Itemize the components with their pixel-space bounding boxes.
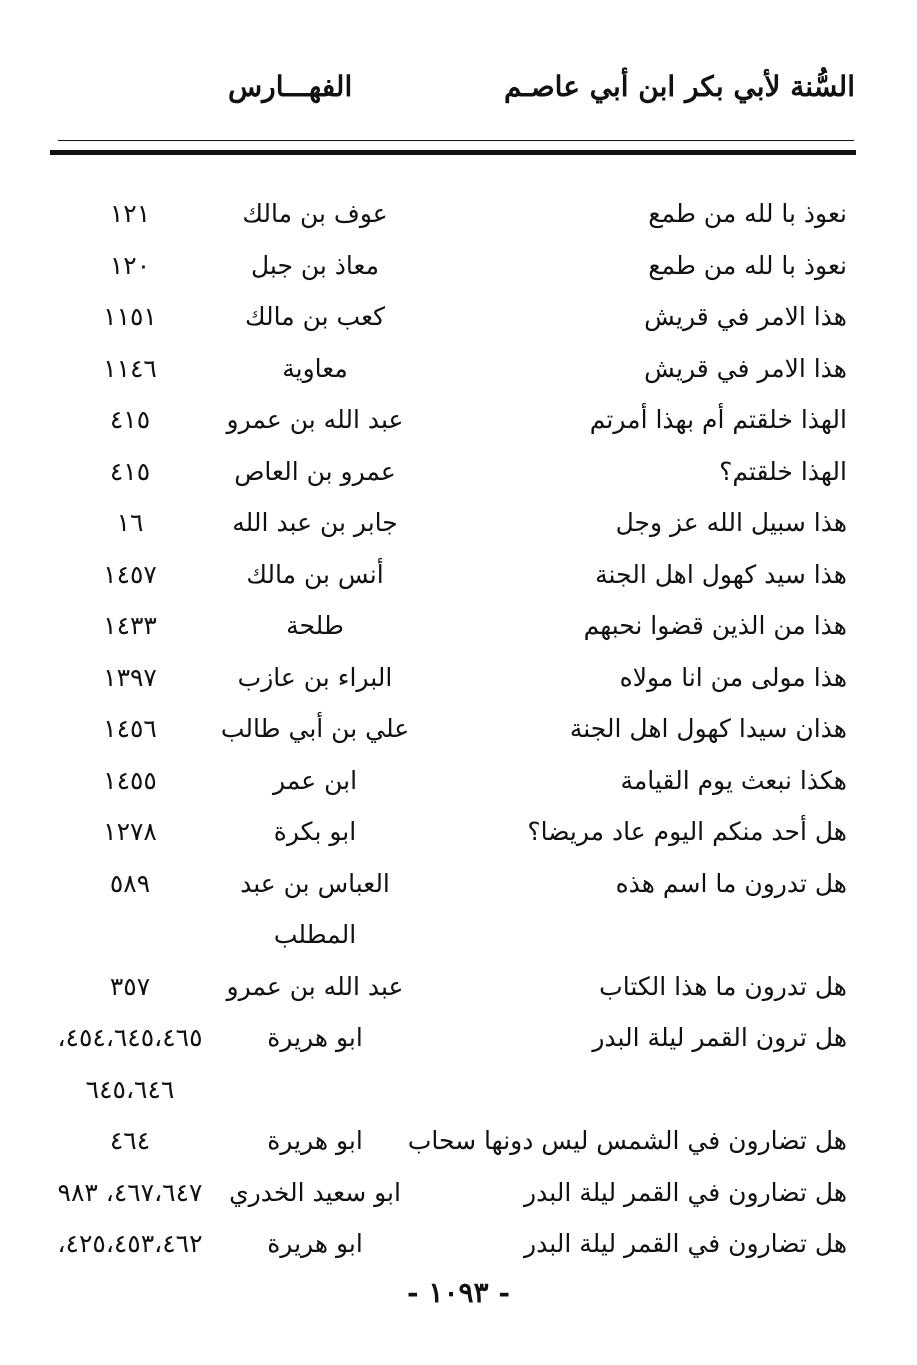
hadith-phrase: هل تدرون ما هذا الكتاب bbox=[599, 971, 847, 1001]
hadith-reference: ٦٤٥،٦٤٦ bbox=[85, 1074, 175, 1104]
hadith-phrase: هذان سيدا كهول اهل الجنة bbox=[569, 714, 847, 743]
index-row bbox=[0, 858, 917, 910]
narrator-name: ابن عمر bbox=[272, 765, 358, 795]
index-row bbox=[0, 497, 917, 549]
narrator-name: جابر بن عبد الله bbox=[232, 508, 398, 537]
hadith-phrase: نعوذ با لله من طمع bbox=[648, 199, 847, 228]
narrator-name: البراء بن عازب bbox=[237, 662, 393, 692]
hadith-reference: ٤١٥ bbox=[109, 405, 151, 434]
narrator-name: أنس بن مالك bbox=[246, 559, 384, 589]
hadith-phrase: نعوذ با لله من طمع bbox=[648, 250, 847, 280]
narrator-name: ابو سعيد الخدري bbox=[229, 1177, 401, 1207]
hadith-reference: ١٤٣٣ bbox=[103, 611, 157, 640]
index-row bbox=[0, 188, 917, 240]
book-title: السُّنة لأبي بكر ابن أبي عاصـم bbox=[504, 70, 855, 103]
section-title: الفهـــارس bbox=[228, 70, 353, 103]
hadith-reference: ٤٢٥،٤٥٣،٤٦٢، bbox=[57, 1229, 203, 1258]
index-row bbox=[0, 343, 917, 395]
index-row bbox=[0, 1167, 917, 1219]
hadith-reference: ١٢٠ bbox=[109, 250, 151, 280]
index-row bbox=[0, 806, 917, 858]
narrator-name: علي بن أبي طالب bbox=[220, 714, 410, 743]
narrator-name: ابو هريرة bbox=[267, 1126, 363, 1155]
index-row bbox=[0, 240, 917, 292]
hadith-phrase: الهذا خلقتم أم بهذا أمرتم bbox=[589, 405, 847, 434]
index-row bbox=[0, 549, 917, 601]
index-row bbox=[0, 600, 917, 652]
hadith-phrase: هل ترون القمر ليلة البدر bbox=[592, 1023, 847, 1052]
hadith-phrase: هل تضارون في القمر ليلة البدر bbox=[524, 1229, 847, 1258]
hadith-reference: ١٤٥٦ bbox=[103, 714, 157, 743]
hadith-reference: ٤٦٧،٦٤٧، ٩٨٣ bbox=[57, 1177, 203, 1207]
narrator-name: عبد الله بن عمرو bbox=[226, 405, 404, 434]
hadith-phrase: هل تدرون ما اسم هذه bbox=[615, 868, 847, 898]
hadith-phrase: هذا الامر في قريش bbox=[644, 302, 847, 331]
index-row bbox=[0, 394, 917, 446]
hadith-reference: ٤١٥ bbox=[109, 456, 151, 486]
index-row bbox=[0, 1064, 917, 1116]
hadith-reference: ١٤٥٧ bbox=[103, 559, 157, 589]
hadith-phrase: هذا سبيل الله عز وجل bbox=[615, 508, 847, 537]
narrator-name: ابو بكرة bbox=[273, 817, 357, 846]
index-row bbox=[0, 755, 917, 807]
narrator-name: طلحة bbox=[286, 611, 344, 640]
hadith-phrase: هل تضارون في القمر ليلة البدر bbox=[524, 1177, 847, 1207]
header-rule-thin bbox=[58, 140, 854, 141]
hadith-reference: ١٦ bbox=[116, 508, 144, 537]
narrator-name: كعب بن مالك bbox=[244, 302, 386, 331]
narrator-name: ابو هريرة bbox=[267, 1023, 363, 1052]
narrator-name: العباس بن عبد bbox=[240, 868, 390, 898]
hadith-phrase: هذا من الذين قضوا نحبهم bbox=[583, 611, 847, 640]
hadith-reference: ٥٨٩ bbox=[109, 868, 151, 898]
hadith-phrase: هذا الامر في قريش bbox=[644, 353, 847, 383]
hadith-phrase: هذا سيد كهول اهل الجنة bbox=[595, 559, 847, 589]
narrator-name: عمرو بن العاص bbox=[234, 456, 396, 486]
index-row bbox=[0, 1012, 917, 1064]
index-row bbox=[0, 1218, 917, 1270]
narrator-name: عوف بن مالك bbox=[242, 199, 388, 228]
hadith-phrase: هذا مولى من انا مولاه bbox=[619, 662, 847, 692]
index-row bbox=[0, 446, 917, 498]
hadith-phrase: هل تضارون في الشمس ليس دونها سحاب bbox=[407, 1126, 847, 1155]
index-table bbox=[0, 188, 917, 1270]
narrator-name: معاوية bbox=[282, 353, 348, 383]
index-row bbox=[0, 1115, 917, 1167]
hadith-reference: ١٢١ bbox=[109, 199, 151, 228]
index-row bbox=[0, 961, 917, 1013]
hadith-reference: ٣٥٧ bbox=[109, 971, 151, 1001]
hadith-reference: ١٢٧٨ bbox=[103, 817, 157, 846]
narrator-name: المطلب bbox=[273, 920, 357, 949]
narrator-name: ابو هريرة bbox=[267, 1229, 363, 1258]
hadith-reference: ٤٥٤،٦٤٥،٤٦٥، bbox=[57, 1023, 203, 1052]
hadith-reference: ١٣٩٧ bbox=[103, 662, 157, 692]
index-row bbox=[0, 652, 917, 704]
hadith-phrase: الهذا خلقتم؟ bbox=[719, 456, 847, 486]
narrator-name: عبد الله بن عمرو bbox=[226, 971, 404, 1001]
page-number: - ١٠٩٣ - bbox=[407, 1276, 510, 1309]
hadith-reference: ١١٥١ bbox=[103, 302, 157, 331]
hadith-reference: ٤٦٤ bbox=[109, 1126, 151, 1155]
narrator-name: معاذ بن جبل bbox=[250, 250, 379, 280]
index-row bbox=[0, 291, 917, 343]
hadith-reference: ١١٤٦ bbox=[103, 353, 157, 383]
index-row bbox=[0, 703, 917, 755]
hadith-phrase: هل أحد منكم اليوم عاد مريضا؟ bbox=[527, 817, 847, 846]
header-rule-thick bbox=[50, 150, 856, 155]
hadith-phrase: هكذا نبعث يوم القيامة bbox=[620, 765, 847, 795]
index-row bbox=[0, 909, 917, 961]
hadith-reference: ١٤٥٥ bbox=[103, 765, 157, 795]
